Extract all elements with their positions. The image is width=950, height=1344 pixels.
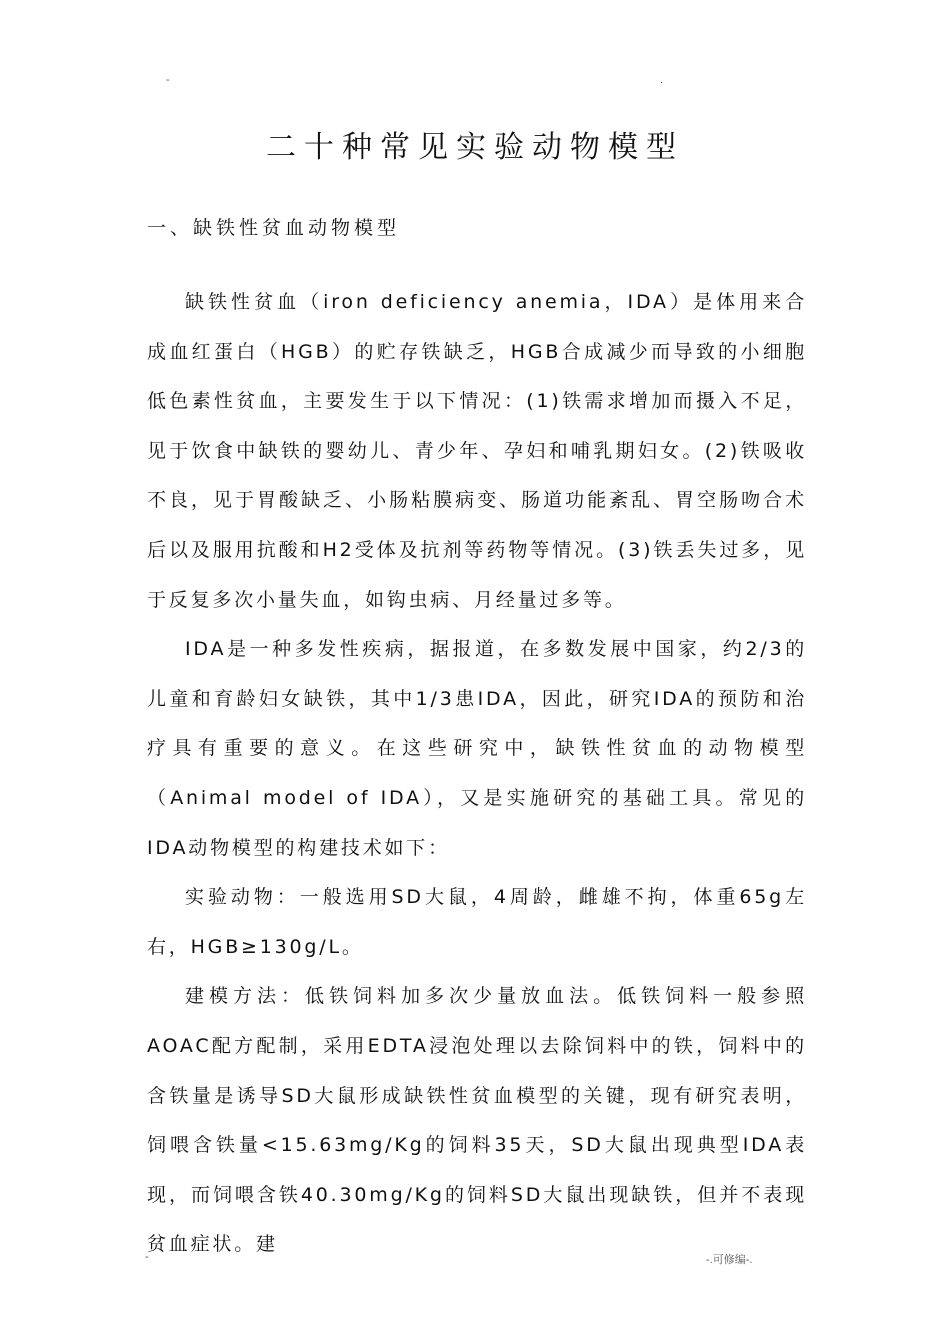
header-right-mark: . [660,74,664,86]
paragraph-1: 缺铁性贫血（iron deficiency anemia，IDA）是体用来合成血红蛋白（HGB）的贮存铁缺乏，HGB合成减少而导致的小细胞低色素性贫血，主要发生于以下情况：(1)铁需求增加而摄入不足，见于饮食中缺铁的婴幼儿、青少年、孕妇和哺乳期妇女。(2)铁吸收不良，见于胃酸缺乏、小肠粘膜病变、肠道功能紊乱、胃空肠吻合术后以及服用抗酸和H2受体及抗剂等药物等情况。(3)铁丢失过多，见于反复多次小量失血，如钩虫病、月经量过多等。 [147,291,807,611]
footer-right-text: -.可修编-. [706,1254,753,1266]
paragraph-2: IDA是一种多发性疾病，据报道，在多数发展中国家，约2/3的儿童和育龄妇女缺铁，其中1/3患IDA，因此，研究IDA的预防和治疗具有重要的意义。在这些研究中，缺铁性贫血的动物模型（Animal model of IDA），又是实施研究的基础工具。常见的IDA动物模型的构建技术如下： [147,638,807,859]
paragraph-4: 建模方法：低铁饲料加多次少量放血法。低铁饲料一般参照AOAC配方配制，采用EDTA浸泡处理以去除饲料中的铁，饲料中的含铁量是诱导SD大鼠形成缺铁性贫血模型的关键，现有研究表明，饲喂含铁量<15.63mg/Kg的饲料35天，SD大鼠出现典型IDA表现，而饲喂含铁40.30mg/Kg的饲料SD大鼠出现缺铁，但并不表现贫血症状。建 [147,985,807,1256]
section-heading: 一、缺铁性贫血动物模型 [147,217,401,239]
document-title: 二十种常见实验动物模型 [266,130,684,165]
footer-left-mark: - [145,1251,149,1263]
header-left-mark: - [166,74,170,86]
body-text [147,278,807,1270]
paragraph-3: 实验动物：一般选用SD大鼠，4周龄，雌雄不拘，体重65g左右，HGB≥130g/L。 [147,886,807,958]
